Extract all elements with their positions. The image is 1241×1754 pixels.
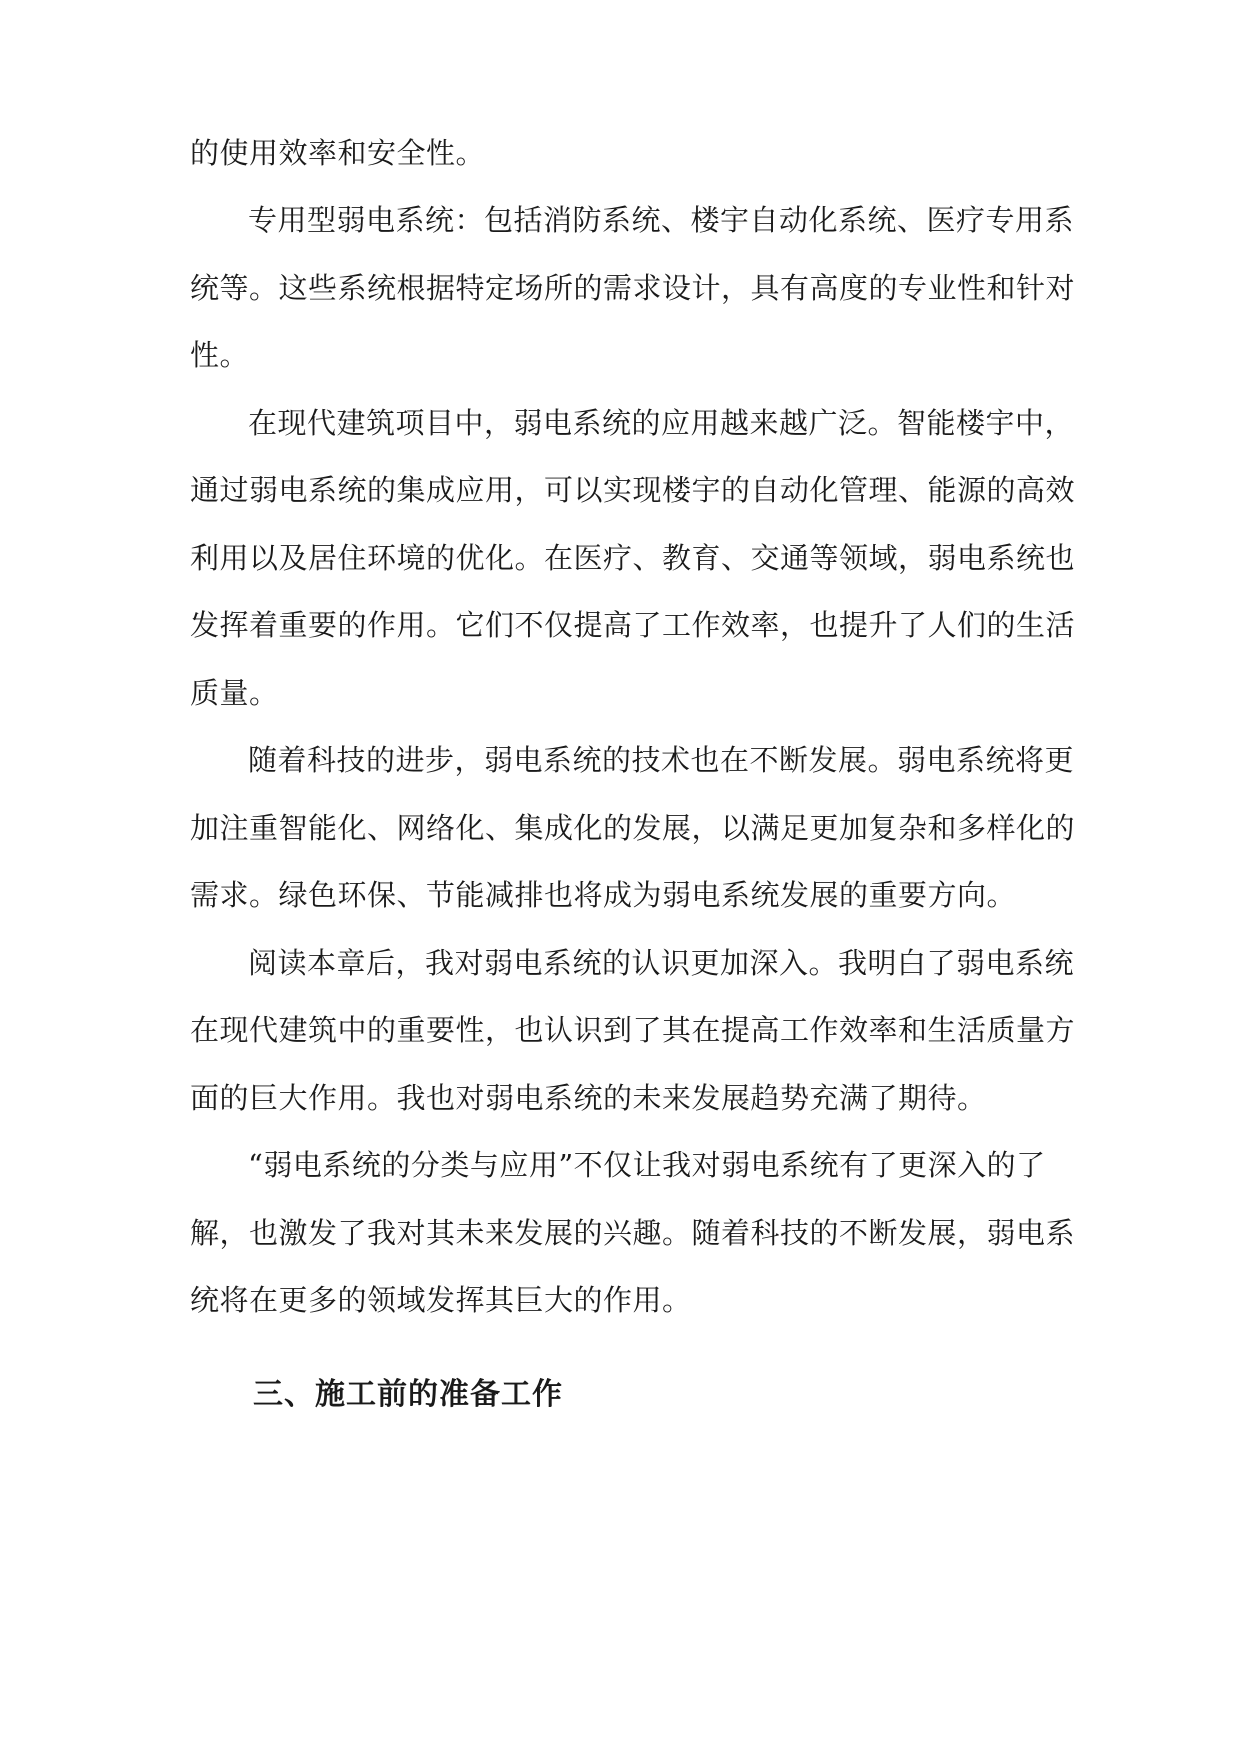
text-line: 的使用效率和安全性。	[190, 136, 486, 170]
text-line: 性。	[190, 338, 250, 372]
text-line: 随着科技的进步，弱电系统的技术也在不断发展。弱电系统将更	[248, 743, 1075, 777]
text-line: 需求。绿色环保、节能减排也将成为弱电系统发展的重要方向。	[190, 878, 1017, 912]
text-line: 统将在更多的领域发挥其巨大的作用。	[190, 1283, 692, 1317]
text-line: 在现代建筑中的重要性，也认识到了其在提高工作效率和生活质量方	[190, 1013, 1076, 1047]
text-line: 专用型弱电系统：包括消防系统、楼宇自动化系统、医疗专用系	[248, 203, 1075, 237]
text-line: 通过弱电系统的集成应用，可以实现楼宇的自动化管理、能源的高效	[190, 473, 1076, 507]
text-line: 阅读本章后，我对弱电系统的认识更加深入。我明白了弱电系统	[248, 946, 1075, 980]
section-heading: 三、施工前的准备工作	[253, 1377, 563, 1412]
text-line: 在现代建筑项目中，弱电系统的应用越来越广泛。智能楼宇中，	[248, 406, 1075, 440]
text-line: “弱电系统的分类与应用”不仅让我对弱电系统有了更深入的了	[248, 1148, 1046, 1182]
text-line: 质量。	[190, 676, 279, 710]
text-line: 统等。这些系统根据特定场所的需求设计，具有高度的专业性和针对	[190, 271, 1076, 305]
text-line: 利用以及居住环境的优化。在医疗、教育、交通等领域，弱电系统也	[190, 541, 1076, 575]
text-line: 面的巨大作用。我也对弱电系统的未来发展趋势充满了期待。	[190, 1081, 987, 1115]
text-line: 解，也激发了我对其未来发展的兴趣。随着科技的不断发展，弱电系	[190, 1216, 1076, 1250]
text-line: 加注重智能化、网络化、集成化的发展，以满足更加复杂和多样化的	[190, 811, 1076, 845]
text-line: 发挥着重要的作用。它们不仅提高了工作效率，也提升了人们的生活	[190, 608, 1076, 642]
